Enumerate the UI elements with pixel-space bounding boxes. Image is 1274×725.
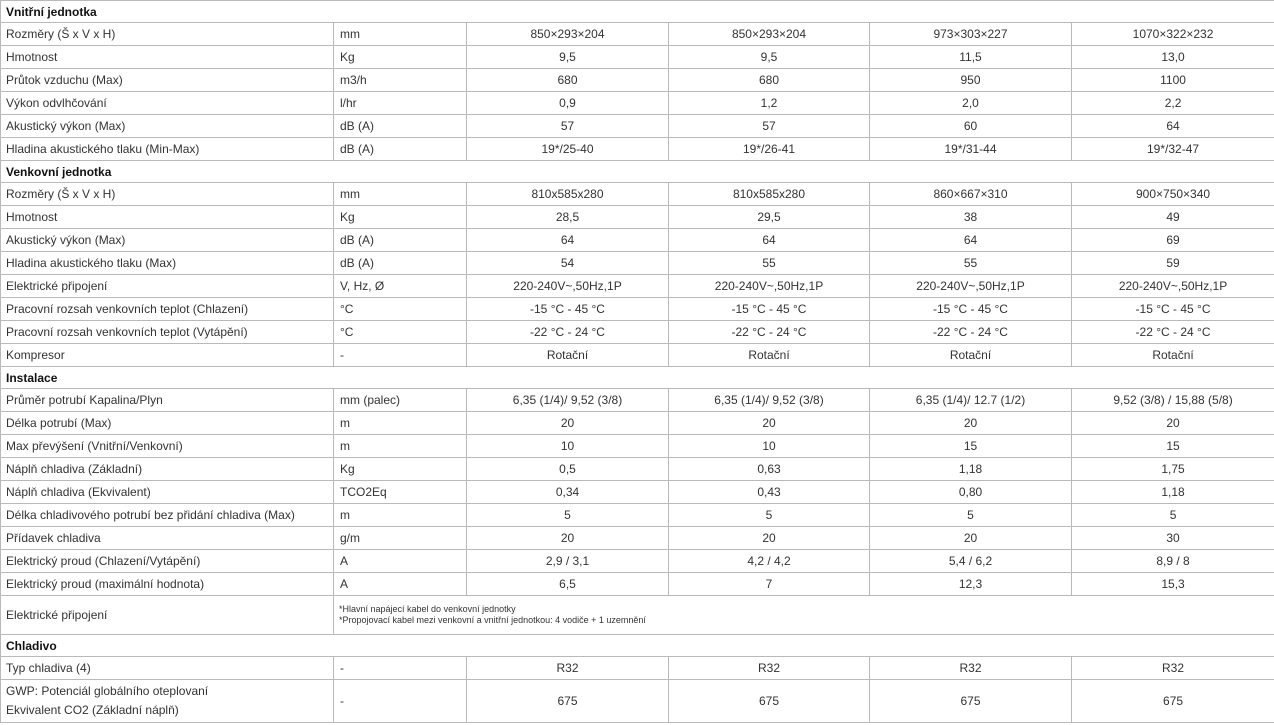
row-label: Rozměry (Š x V x H)	[1, 23, 334, 46]
row-value: 1,18	[1072, 481, 1274, 504]
section-header-indoor	[1, 1, 1274, 23]
row-value: 675	[1072, 680, 1274, 723]
row-value: 59	[1072, 252, 1274, 275]
row-value: 64	[467, 229, 669, 252]
row-value: 850×293×204	[669, 23, 870, 46]
row-value: 675	[870, 680, 1072, 723]
row-unit: m	[334, 412, 467, 435]
row-unit: Kg	[334, 206, 467, 229]
row-unit: dB (A)	[334, 138, 467, 161]
row-unit: V, Hz, Ø	[334, 275, 467, 298]
row-value: 20	[467, 527, 669, 550]
row-label: Výkon odvlhčování	[1, 92, 334, 115]
row-value: 9,52 (3/8) / 15,88 (5/8)	[1072, 389, 1274, 412]
row-unit: TCO2Eq	[334, 481, 467, 504]
row-value: 55	[870, 252, 1072, 275]
row-value: 57	[467, 115, 669, 138]
gwp-label-line: GWP: Potenciál globálního oteplovaní	[6, 684, 209, 698]
row-unit: A	[334, 550, 467, 573]
row-unit: -	[334, 657, 467, 680]
section-header-installation	[1, 367, 1274, 389]
row-value: -22 °C - 24 °C	[467, 321, 669, 344]
row-value: 0,43	[669, 481, 870, 504]
row-unit: dB (A)	[334, 115, 467, 138]
table-row	[1, 389, 1274, 412]
row-label: Pracovní rozsah venkovních teplot (Vytápění)	[1, 321, 334, 344]
row-value: 10	[467, 435, 669, 458]
row-value: -15 °C - 45 °C	[467, 298, 669, 321]
row-label: Akustický výkon (Max)	[1, 115, 334, 138]
table-row	[1, 138, 1274, 161]
electric-connection-note	[334, 596, 1274, 635]
row-value: 57	[669, 115, 870, 138]
row-value: 1100	[1072, 69, 1274, 92]
table-row	[1, 23, 1274, 46]
row-label: Elektrické připojení	[1, 275, 334, 298]
row-unit: dB (A)	[334, 252, 467, 275]
row-unit: m3/h	[334, 69, 467, 92]
row-value: 220-240V~,50Hz,1P	[870, 275, 1072, 298]
row-value: 20	[870, 527, 1072, 550]
row-unit: m	[334, 435, 467, 458]
row-value: 64	[669, 229, 870, 252]
row-label: Náplň chladiva (Základní)	[1, 458, 334, 481]
row-value: R32	[1072, 657, 1274, 680]
row-value: R32	[870, 657, 1072, 680]
row-label: Hladina akustického tlaku (Min-Max)	[1, 138, 334, 161]
row-label: Průměr potrubí Kapalina/Plyn	[1, 389, 334, 412]
row-unit: dB (A)	[334, 229, 467, 252]
row-value: 13,0	[1072, 46, 1274, 69]
table-row	[1, 115, 1274, 138]
note-line: *Hlavní napájecí kabel do venkovní jednotky	[339, 604, 516, 614]
row-label: Hladina akustického tlaku (Max)	[1, 252, 334, 275]
row-label: Kompresor	[1, 344, 334, 367]
table-row	[1, 412, 1274, 435]
row-value: -15 °C - 45 °C	[1072, 298, 1274, 321]
table-row	[1, 206, 1274, 229]
row-label: Pracovní rozsah venkovních teplot (Chlazení)	[1, 298, 334, 321]
row-value: -22 °C - 24 °C	[1072, 321, 1274, 344]
row-value: -22 °C - 24 °C	[669, 321, 870, 344]
row-value: Rotační	[669, 344, 870, 367]
row-value: 69	[1072, 229, 1274, 252]
row-value: 860×667×310	[870, 183, 1072, 206]
row-value: 9,5	[467, 46, 669, 69]
row-value: 810x585x280	[467, 183, 669, 206]
row-unit: mm (palec)	[334, 389, 467, 412]
table-row	[1, 46, 1274, 69]
row-value: 220-240V~,50Hz,1P	[669, 275, 870, 298]
row-value: 12,3	[870, 573, 1072, 596]
row-value: 675	[467, 680, 669, 723]
row-unit: A	[334, 573, 467, 596]
row-value: 64	[870, 229, 1072, 252]
table-row	[1, 275, 1274, 298]
note-line: *Propojovací kabel mezi venkovní a vnitřní jednotkou: 4 vodiče + 1 uzemnění	[339, 615, 646, 625]
row-label: Délka potrubí (Max)	[1, 412, 334, 435]
row-value: Rotační	[467, 344, 669, 367]
row-value: 60	[870, 115, 1072, 138]
row-value: 810x585x280	[669, 183, 870, 206]
row-value: 973×303×227	[870, 23, 1072, 46]
table-row	[1, 657, 1274, 680]
row-value: 19*/25-40	[467, 138, 669, 161]
table-row	[1, 229, 1274, 252]
row-label: Elektrické připojení	[1, 596, 334, 635]
row-unit: °C	[334, 321, 467, 344]
row-unit: mm	[334, 183, 467, 206]
row-value: 680	[467, 69, 669, 92]
row-value: 220-240V~,50Hz,1P	[467, 275, 669, 298]
row-unit: -	[334, 680, 467, 723]
row-label: Typ chladiva (4)	[1, 657, 334, 680]
table-row	[1, 550, 1274, 573]
row-value: 0,34	[467, 481, 669, 504]
row-value: 29,5	[669, 206, 870, 229]
table-row-gwp	[1, 680, 1274, 723]
row-value: 1,75	[1072, 458, 1274, 481]
row-value: 20	[669, 412, 870, 435]
table-row	[1, 183, 1274, 206]
row-label: Akustický výkon (Max)	[1, 229, 334, 252]
row-value: 950	[870, 69, 1072, 92]
row-value: 19*/31-44	[870, 138, 1072, 161]
row-value: 1,18	[870, 458, 1072, 481]
table-row	[1, 298, 1274, 321]
row-label: Rozměry (Š x V x H)	[1, 183, 334, 206]
section-title: Vnitřní jednotka	[1, 1, 1274, 23]
row-value: 675	[669, 680, 870, 723]
row-label: Náplň chladiva (Ekvivalent)	[1, 481, 334, 504]
row-value: 15	[870, 435, 1072, 458]
row-value: 15,3	[1072, 573, 1274, 596]
row-value: 8,9 / 8	[1072, 550, 1274, 573]
row-value: 7	[669, 573, 870, 596]
row-value: 49	[1072, 206, 1274, 229]
row-value: 10	[669, 435, 870, 458]
row-value: 38	[870, 206, 1072, 229]
table-row	[1, 252, 1274, 275]
row-value: 19*/32-47	[1072, 138, 1274, 161]
row-value: 2,0	[870, 92, 1072, 115]
row-value: 5	[669, 504, 870, 527]
row-value: 5	[467, 504, 669, 527]
table-row	[1, 481, 1274, 504]
table-row	[1, 344, 1274, 367]
row-value: 19*/26-41	[669, 138, 870, 161]
row-value: 15	[1072, 435, 1274, 458]
row-label: Elektrický proud (Chlazení/Vytápění)	[1, 550, 334, 573]
table-row	[1, 321, 1274, 344]
row-unit: g/m	[334, 527, 467, 550]
spec-table-body	[1, 1, 1274, 723]
row-value: 28,5	[467, 206, 669, 229]
row-value: 64	[1072, 115, 1274, 138]
row-label	[1, 680, 334, 723]
row-label: Délka chladivového potrubí bez přidání chladiva (Max)	[1, 504, 334, 527]
row-value: 2,9 / 3,1	[467, 550, 669, 573]
row-value: 0,80	[870, 481, 1072, 504]
row-value: -15 °C - 45 °C	[870, 298, 1072, 321]
row-unit: m	[334, 504, 467, 527]
row-value: 0,5	[467, 458, 669, 481]
row-value: 54	[467, 252, 669, 275]
row-value: -22 °C - 24 °C	[870, 321, 1072, 344]
table-row	[1, 92, 1274, 115]
table-row	[1, 527, 1274, 550]
row-value: 20	[669, 527, 870, 550]
table-row	[1, 69, 1274, 92]
row-value: 1070×322×232	[1072, 23, 1274, 46]
table-row	[1, 504, 1274, 527]
row-unit: Kg	[334, 46, 467, 69]
row-value: 0,63	[669, 458, 870, 481]
row-value: 5	[1072, 504, 1274, 527]
table-row	[1, 458, 1274, 481]
row-unit: l/hr	[334, 92, 467, 115]
row-value: 4,2 / 4,2	[669, 550, 870, 573]
row-unit: mm	[334, 23, 467, 46]
gwp-label-line: Ekvivalent CO2 (Základní náplň)	[6, 703, 179, 717]
row-label: Hmotnost	[1, 46, 334, 69]
row-unit: °C	[334, 298, 467, 321]
row-value: 220-240V~,50Hz,1P	[1072, 275, 1274, 298]
table-row	[1, 435, 1274, 458]
row-value: 55	[669, 252, 870, 275]
section-header-refrigerant	[1, 635, 1274, 657]
row-value: 6,35 (1/4)/ 9,52 (3/8)	[467, 389, 669, 412]
section-title: Instalace	[1, 367, 1274, 389]
row-label: Hmotnost	[1, 206, 334, 229]
row-label: Elektrický proud (maximální hodnota)	[1, 573, 334, 596]
row-value: 9,5	[669, 46, 870, 69]
row-unit: Kg	[334, 458, 467, 481]
row-label: Přídavek chladiva	[1, 527, 334, 550]
row-value: 5,4 / 6,2	[870, 550, 1072, 573]
row-value: R32	[467, 657, 669, 680]
row-value: 6,35 (1/4)/ 12.7 (1/2)	[870, 389, 1072, 412]
row-value: 20	[870, 412, 1072, 435]
row-label: Max převýšení (Vnitřní/Venkovní)	[1, 435, 334, 458]
row-value: 5	[870, 504, 1072, 527]
section-title: Chladivo	[1, 635, 1274, 657]
row-value: 850×293×204	[467, 23, 669, 46]
row-value: 0,9	[467, 92, 669, 115]
row-value: 6,5	[467, 573, 669, 596]
row-value: 20	[1072, 412, 1274, 435]
row-value: 1,2	[669, 92, 870, 115]
row-value: 30	[1072, 527, 1274, 550]
table-row	[1, 573, 1274, 596]
row-value: R32	[669, 657, 870, 680]
row-label: Průtok vzduchu (Max)	[1, 69, 334, 92]
table-row-electric-note	[1, 596, 1274, 635]
row-value: Rotační	[1072, 344, 1274, 367]
section-title: Venkovní jednotka	[1, 161, 1274, 183]
row-value: -15 °C - 45 °C	[669, 298, 870, 321]
row-value: 11,5	[870, 46, 1072, 69]
row-value: Rotační	[870, 344, 1072, 367]
row-value: 2,2	[1072, 92, 1274, 115]
row-unit: -	[334, 344, 467, 367]
row-value: 680	[669, 69, 870, 92]
row-value: 900×750×340	[1072, 183, 1274, 206]
row-value: 6,35 (1/4)/ 9,52 (3/8)	[669, 389, 870, 412]
section-header-outdoor	[1, 161, 1274, 183]
row-value: 20	[467, 412, 669, 435]
